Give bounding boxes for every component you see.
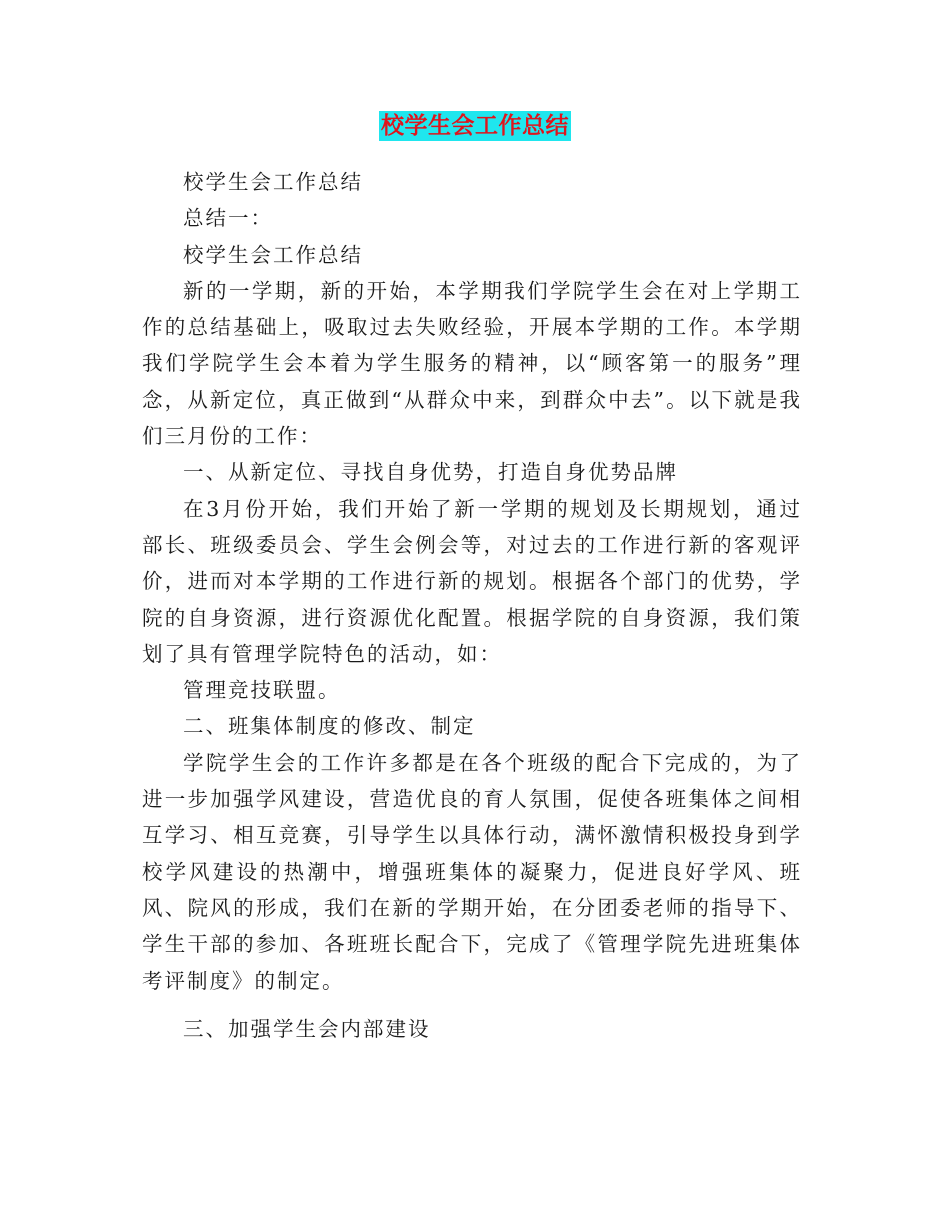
section-heading-3: 三、加强学生会内部建设: [183, 1016, 431, 1041]
paragraph-section-1-item: 管理竞技联盟。: [183, 678, 341, 703]
paragraph-intro: 新的一学期，新的开始，本学期我们学院学生会在对上学期工作的总结基础上，吸取过去失败经验，开展本学期的工作。本学期我们学院学生会本着为学生服务的精神，以“顾客第一的服务”理念，从新定位，真正做到“从群众中来，到群众中去”。以下就是我们三月份的工作：: [142, 278, 802, 449]
section-heading-1: 一、从新定位、寻找自身优势，打造自身优势品牌: [183, 460, 678, 485]
title-container: [0, 111, 950, 141]
paragraph-subtitle: 校学生会工作总结: [183, 170, 363, 194]
paragraph-summary-one-label: 总结一：: [183, 206, 273, 231]
document-title: 校学生会工作总结: [381, 112, 569, 139]
paragraph-summary-heading: 校学生会工作总结: [183, 242, 363, 267]
paragraph-section-1: 在3月份开始，我们开始了新一学期的规划及长期规划，通过部长、班级委员会、学生会例会等，对过去的工作进行新的客观评价，进而对本学期的工作进行新的规划。根据各个部门的优势，学院的自身资源，进行资源优化配置。根据学院的自身资源，我们策划了具有管理学院特色的活动，如：: [142, 496, 802, 666]
paragraph-section-2: 学院学生会的工作许多都是在各个班级的配合下完成的，为了进一步加强学风建设，营造优良的育人氛围，促使各班集体之间相互学习、相互竞赛，引导学生以具体行动，满怀激情积极投身到学校学风建设的热潮中，增强班集体的凝聚力，促进良好学风、班风、院风的形成，我们在新的学期开始，在分团委老师的指导下、学生干部的参加、各班班长配合下，完成了《管理学院先进班集体考评制度》的制定。: [142, 750, 802, 993]
section-heading-2: 二、班集体制度的修改、制定: [183, 714, 476, 739]
document-body: [142, 164, 802, 1047]
